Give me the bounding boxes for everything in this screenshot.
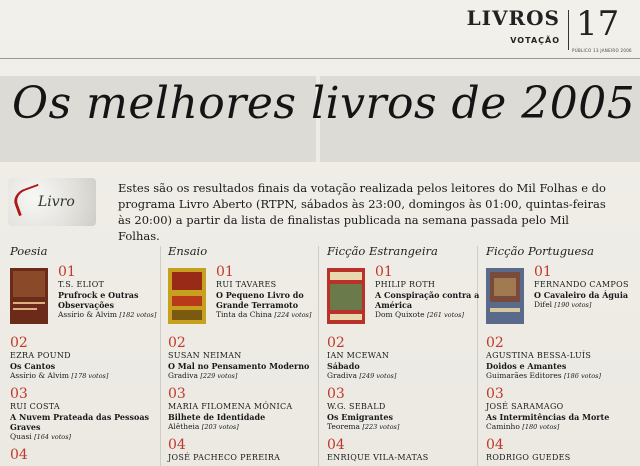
book-title: Sábado [327, 361, 360, 371]
vote-count: [190 votos] [554, 301, 592, 309]
book-author: AGUSTINA BESSA-LUÍS [486, 351, 592, 360]
ranked-entry [327, 387, 477, 432]
book-author: FERNANDO CAMPOS [534, 280, 629, 289]
book-publisher: Assírio & Alvim [58, 310, 118, 319]
category-column-ensaio [168, 244, 318, 463]
book-author: RUI COSTA [10, 402, 61, 411]
headline: Os melhores livros de 2005 [12, 78, 636, 129]
first-place-entry [327, 264, 480, 330]
book-cover-image [168, 268, 206, 324]
category-column-ficcao-portuguesa [486, 244, 636, 463]
category-column-poesia [10, 244, 160, 463]
ranked-entry [327, 438, 477, 463]
book-publisher: Difel [534, 300, 553, 309]
book-publisher: Quasi [10, 432, 32, 441]
book-publisher: Dom Quixote [375, 310, 425, 319]
book-author: PHILIP ROTH [375, 280, 436, 289]
book-publisher: Alêtheia [168, 422, 200, 431]
ranked-entry [168, 438, 318, 463]
category-title: Ensaio [168, 244, 208, 258]
book-title: A Conspiração contra a América [375, 290, 480, 310]
book-cover-image [10, 268, 48, 324]
vote-count: [249 votos] [359, 372, 397, 380]
rank-number: 02 [327, 335, 345, 351]
category-title: Poesia [10, 244, 48, 258]
book-publisher: Gradiva [327, 371, 357, 380]
vote-count: [164 votos] [34, 433, 72, 441]
vote-count: [203 votos] [201, 423, 239, 431]
rank-number: 03 [486, 386, 504, 402]
book-publisher: Gradiva [168, 371, 198, 380]
book-author: ENRIQUE VILA-MATAS [327, 453, 429, 462]
rank-number: 04 [327, 437, 345, 453]
category-title: Ficção Portuguesa [486, 244, 595, 258]
book-title: As Intermitências da Morte [486, 412, 610, 422]
book-title: A Nuvem Prateada das Pessoas Graves [10, 412, 150, 432]
rank-number: 02 [168, 335, 186, 351]
rank-number: 02 [486, 335, 504, 351]
vote-count: [223 votos] [362, 423, 400, 431]
book-author: W.G. SEBALD [327, 402, 386, 411]
intro-paragraph: Estes são os resultados finais da votação realizada pelos leitores do Mil Folhas e do programa Livro Aberto (RTPN, sábados às 23:00, domingos às 01:00, quintas-feiras às 20:00) a partir da lista de finalistas publicada na semana passada pelo Mil Folhas. [118, 181, 606, 243]
vote-count: [178 votos] [71, 372, 109, 380]
ranked-entry [10, 387, 160, 442]
book-title: Doidos e Amantes [486, 361, 567, 371]
ranked-entry [486, 336, 636, 381]
book-title: O Pequeno Livro do Grande Terramoto [216, 290, 304, 310]
book-publisher: Teorema [327, 422, 360, 431]
subsection-title: VOTAÇÃO [510, 36, 560, 45]
first-place-entry [10, 264, 160, 330]
rank-number: 03 [327, 386, 345, 402]
rank-number: 03 [10, 386, 28, 402]
rank-number: 01 [216, 264, 234, 280]
rank-number: 04 [10, 447, 28, 463]
book-title: O Cavaleiro da Águia [534, 290, 629, 300]
ranked-entry [10, 336, 160, 381]
page-header [0, 0, 640, 62]
rank-number: 01 [58, 264, 76, 280]
book-author: RODRIGO GUEDES [486, 453, 571, 462]
ranked-entry [10, 448, 160, 463]
vote-count: [186 votos] [564, 372, 601, 380]
vote-count: [229 votos] [200, 372, 238, 380]
book-publisher: Guimarães Editores [486, 371, 562, 380]
book-title: Os Emigrantes [327, 412, 393, 422]
book-author: T.S. ELIOT [58, 280, 105, 289]
rank-number: 04 [168, 437, 186, 453]
publication-line: PÚBLICO 13 JANEIRO 2006 [572, 48, 632, 53]
ranked-entry [486, 438, 636, 463]
category-title: Ficção Estrangeira [327, 244, 438, 258]
book-publisher: Assírio & Alvim [10, 371, 70, 380]
rank-number: 04 [486, 437, 504, 453]
rank-number: 01 [534, 264, 552, 280]
vote-count: [224 votos] [274, 311, 312, 319]
section-title: LIVROS [466, 6, 560, 30]
book-author: EZRA POUND [10, 351, 71, 360]
vote-count: [180 votos] [522, 423, 560, 431]
book-title: Bilhete de Identidade [168, 412, 266, 422]
book-cover-image [486, 268, 524, 324]
rank-number: 03 [168, 386, 186, 402]
book-author: IAN MCEWAN [327, 351, 390, 360]
ranked-entry [168, 336, 318, 381]
ranked-entry [486, 387, 636, 432]
category-column-ficcao-estrangeira [327, 244, 480, 463]
book-cover-image [327, 268, 365, 324]
livro-aberto-logo [8, 178, 96, 226]
vote-count: [261 votos] [427, 311, 464, 319]
book-author: SUSAN NEIMAN [168, 351, 242, 360]
book-author: RUI TAVARES [216, 280, 277, 289]
ranked-entry [168, 387, 318, 432]
book-publisher: Tinta da China [216, 310, 273, 319]
rank-number: 01 [375, 264, 393, 280]
book-author: MARIA FILOMENA MÓNICA [168, 402, 293, 411]
book-publisher: Caminho [486, 422, 520, 431]
ranked-entry [327, 336, 477, 381]
book-title: Prufrock e Outras Observações [58, 290, 139, 310]
rank-number: 02 [10, 335, 28, 351]
header-divider [568, 10, 569, 50]
book-title: Os Cantos [10, 361, 56, 371]
vote-count: [182 votos] [119, 311, 157, 319]
first-place-entry [486, 264, 636, 330]
book-author: JOSÉ PACHECO PEREIRA [168, 453, 281, 462]
header-rule [0, 58, 640, 59]
book-author: JOSÉ SARAMAGO [486, 402, 564, 411]
book-title: O Mal no Pensamento Moderno [168, 361, 310, 371]
logo-text: Livro [38, 194, 75, 210]
page-number: 17 [576, 4, 620, 44]
first-place-entry [168, 264, 318, 330]
